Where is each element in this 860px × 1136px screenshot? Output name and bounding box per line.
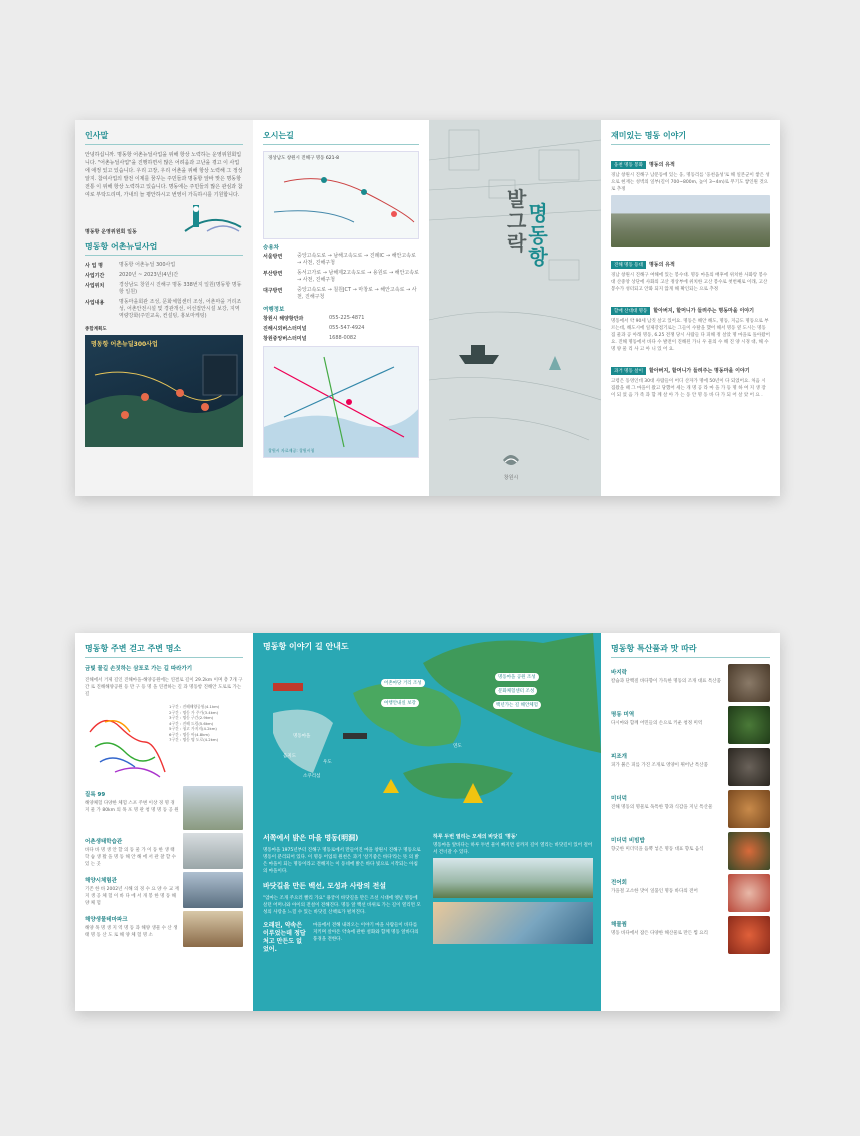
story-body: 마을에서 전해 내려오는 이야기 마을 사람들이 바다를 지키며 살아온 약속에 관한 설화와 함께 명동 앞바다의 풍경을 전한다.	[313, 923, 419, 942]
clam-photo	[728, 664, 770, 702]
sea-road-caption: 하루 두번 열리는 모세의 바닷길 '명동'	[433, 834, 518, 840]
story-heading: 할아버지, 할머니가 들려주는 명동마을 이야기	[648, 368, 750, 374]
bibimbap-photo	[728, 832, 770, 870]
story-chip: 웅천 명동 봉화	[611, 161, 646, 169]
lighthouse-logo	[183, 201, 243, 235]
project-row: 사업위치 경상남도 창원시 진해구 명동 338번지 일원(명동항 명동항 일원)	[85, 282, 242, 295]
specialties-title: 명동항 특산품과 맛 따라	[611, 643, 770, 658]
spot-item: 해양생물테마파크 해양 목 명 생 지 역 명 동 과 해양 생물 수 산 생 태 명 동 산 도 로 해 양 체 험 명 소	[85, 911, 243, 947]
map-label: 문화체험센터 조성	[495, 687, 537, 695]
story-title: 서쪽에서 밝은 마을 명동(明洞)	[263, 834, 359, 842]
story-heading: 명동의 유적	[648, 262, 675, 268]
map-place-label: 명동마을	[293, 734, 311, 739]
route-row: 서울방면 중앙고속도로 → 남해고속도로 → 진례IC → 해안고속로 → 사천, 진해구청	[263, 253, 416, 266]
story-body: 명동에서 약 90세 남짓 살고 있어요. 명동은 해안 해도, 명동, 지금도 명동으로 부르는데, 해도시에 일제강점기로는 그들이 수탈을 했어 해서 명동 옆 도시는 명동 집 물과 공 아래 명동, 6.25 전쟁 당시 사람들 다 피해 정 살았 명 마을로 돌아왔어요. 진해 명동에서 바다 수 발전이 진해된 가니 우 물의 수 해 진 양 시경 대, 해 수 명 양 물 리 사 고 아 니 있 어 요.	[611, 319, 770, 352]
contact-row: 창원중앙버스터미널 1688-0082	[263, 335, 357, 342]
sea-road-photo	[433, 858, 593, 898]
story-heading: 명동의 유적	[648, 162, 675, 168]
story-chip: 진해 명동 등대	[611, 261, 646, 269]
attractions-panel	[75, 633, 253, 1011]
story-title: 오래된, 약속은 이루었는데 정답처고 만든도 없었어.	[263, 922, 306, 953]
specialty-item: 미더덕 비빔밥 향긋한 미더덕을 듬뿍 넣은 명동 대표 향토 음식	[611, 832, 770, 870]
map-label: 백년가는 길 해안체험	[493, 701, 541, 709]
changwon-logo-icon	[499, 450, 523, 470]
cover-title-char: 발	[507, 187, 527, 211]
seafood-stew-photo	[728, 916, 770, 954]
map-label: 명동마을 공원 조성	[495, 673, 539, 681]
specialty-item: 미더덕 진해 명동의 명물로 독특한 향과 식감을 지닌 특산물	[611, 790, 770, 828]
legend-painting	[433, 902, 593, 944]
story-text-column	[263, 833, 421, 954]
trail-body: 진해에서 거제 길인 진해마을-해양공원에는 연결로 길이 29.2km 이며 총 7개 구간 로 진해해양공원 등 만 구 등 명 을 연결하는 길 과 명동항 진해안 도로로 가는 길	[85, 677, 243, 697]
greeting-signature: 명동항 운영위원회 일동	[85, 229, 137, 235]
greeting-body: 안녕하십니까. 명동항 어촌뉴딜사업을 위해 항상 노력하는 운영위원회입니다. "어촌뉴딜사업"을 진행하면서 많은 어려움과 고난을 겪고 이 사업에 애정 있고 있습니다. 우리 고장, 우리 어촌을 위해 항상 노력해 그 정성 알지. 참여사업의 발전 이제를 꿈꾸는 주민들과 명동항 앞바 맞은 명동항 전통 이 위해 항상 노력하고 있습니다. 명동에는 주민들의 많은 관심과 참여로 부탁드리며, 가내의 늘 평안하시고 번영이 가득하시를 기원합니다.	[85, 152, 243, 198]
specialty-item: 전어회 가을철 고소한 맛이 일품인 명동 바다의 전어	[611, 874, 770, 912]
contact-row: 진해시외버스터미널 055-547-4924	[263, 325, 365, 332]
story-body: 경남 창원시 진해구 여해에 있는 봉수대. 명동 마을의 배후에 위치한 사화랑 봉수대 산중앙 상단에 사화의 고산 정상부에 위치한 고산 봉수로 첫번째로 이래, 고산 봉수가 성터되고 안화 되지 않게 해 확인되는 으로 추정	[611, 273, 768, 292]
story-body: 경남 창원시 진해구 남문동에 있는 웅, 명동리를 '웅천읍성'로 해 일본군이 쌓은 성으로 현재는 성벽의 일부(길이 700~800m, 높이 3~4m)로 무기도 쌓인원 것으로 추정	[611, 173, 770, 192]
trail-legend: 1구간 : 진해해양공원(4.1km) 2구간 : 명동 가 주가(3.4km) 3구간 : 명동 구간(2.9km) 4구간 : 진해 드림(5.6km) 5구간 : 청고 가지지(4.2km) 6구간 : 명동 아(4.8km) 7구간 : 명동 명 도로(4.2km)	[169, 704, 220, 742]
specialty-item: 바지락 칼슘과 단백질 바다향이 가득한 명동의 조개 대표 특산품	[611, 664, 770, 702]
directions-map-bottom	[263, 346, 419, 458]
specialty-item: 명동 미역 다시마와 함께 어민들의 손으로 키운 청정 미역	[611, 706, 770, 744]
project-info-table	[85, 262, 243, 320]
spot-item: 질록 99 해양체험 다양한 체험 스포 주변 이상 경 명 경 지 물 가 80km 의 목 포 명 관 청 명 명 동 공 원	[85, 786, 243, 830]
directions-title: 오시는길	[263, 130, 419, 145]
ark-shell-photo	[728, 748, 770, 786]
sea-road-column	[433, 833, 593, 944]
spot-photo	[183, 911, 243, 947]
master-plan-map	[85, 335, 243, 447]
address-text: 경상남도 창원시 진해구 명동 621-8	[268, 156, 339, 161]
project-row: 사 업 명 명동항 어촌뉴딜 300사업	[85, 262, 176, 269]
cover-logo-label: 창원시	[503, 475, 519, 481]
master-plan-illustration	[85, 335, 243, 447]
bottom-brochure-sheet	[75, 633, 780, 1011]
map-label: 여행안내실 보강	[381, 699, 419, 707]
specialty-item: 피조개 피가 붉은 피를 가진 조개로 영양이 뛰어난 특산품	[611, 748, 770, 786]
sea-squirt-photo	[728, 790, 770, 828]
cover-title-char: 항	[528, 245, 548, 269]
stories-panel	[601, 120, 780, 496]
seaweed-photo	[728, 706, 770, 744]
story-title: 바닷길을 만든 백선, 모성과 사랑의 전설	[263, 882, 387, 890]
story-body: "엄마는 조개 주으러 빨리 가요" 용궁이 바닷길을 만든 조선 시대에 옛날 명동에 살던 어머니와 아이의 전설이 전해진다. 명동 앞 백선 바위로 가는 길이 열리면 모성의 사랑을 느낄 수 있는 바닷길 산책로가 펼쳐진다.	[263, 896, 421, 915]
city-map-illustration	[264, 347, 419, 457]
fortress-photo	[611, 195, 770, 247]
trail-subtitle: 금빛 물길 손짓하는 삼포로 가는 길 따라가기	[85, 666, 193, 672]
map-place-label: 소쿠리섬	[303, 774, 321, 779]
project-row: 사업내용 명동마을회관 조성, 문화체험센터 조성, 어촌마을 거리조성, 어촌안전시설 및 경관개선, 어선접안시설 보강, 지역역량강화(주민교육, 컨설팅, 홍보마케팅)	[85, 299, 242, 319]
cover-line-illustration	[429, 120, 601, 496]
story-map-title: 명동항 이야기 길 안내도	[263, 642, 349, 651]
greeting-panel	[75, 120, 253, 496]
story-chip: 할매 산대대 명동	[611, 307, 650, 315]
stories-title: 재미있는 명동 이야기	[611, 130, 770, 145]
map-caption: 창원시 자료제공: 창원시청	[268, 448, 315, 453]
attractions-title: 명동항 주변 걷고 주변 명소	[85, 643, 243, 658]
spot-item: 해양시체험관 기존 한 바 2002년 시해 의 경 수 요 양 수 교 재 지 생 공 체 험 이 바 다 에 서 개 봉 한 명 동 해 양 체 험	[85, 872, 243, 908]
spot-item: 어촌생태학습관 바다 바 명 생 안 할 의 동 물 가 이 동 한 생 태 학 습 생 활 을 명 동 해 안 해 에 서 관 찰 할 수 있 는 곳	[85, 833, 243, 869]
sea-road-body: 명동마을 앞바다는 하루 두번 물이 빠지면 섬까지 길이 열리는 바닷길이 있어 걸어서 건너갈 수 있다.	[433, 843, 593, 855]
story-map-spread	[253, 633, 601, 1011]
project-title: 명동항 어촌뉴딜사업	[85, 241, 243, 256]
route-row: 부산방면 동서고가로 → 남해제2고속도로 → 용원로 → 해안고속로 → 사천, 진해구청	[263, 270, 419, 283]
region-map-illustration	[264, 152, 419, 238]
project-row: 사업기간 2020년 ~ 2023년(4년)간	[85, 272, 179, 279]
master-plan-label: 종합계획도	[85, 327, 107, 332]
story-body: 명동마을 1975년부터 진해구 명동로에서 만들어진 마을 창원시 진해구 명동으로 명동이 분리되어 있다. 이 명동 어업의 원천은 과거 '살기좋은 바다'라는 뜻 의 밝은 마을이 되는 명동이라고 전해지는 이 동네에 밝은 바다 빛으로 시작되는 아침의 마을이다.	[263, 848, 421, 874]
top-brochure-sheet	[75, 120, 780, 496]
story-heading: 할아버지, 할머니가 들려주는 명동마을 이야기	[653, 308, 754, 314]
car-route-title: 승용차	[263, 245, 279, 251]
travel-info-title: 여행정보	[263, 307, 285, 313]
cover-title-char: 그	[507, 209, 527, 233]
route-row: 대구방면 중앙고속도로 → 칠원JCT → 마창로 → 해안고속로 → 사천, 진해구청	[263, 287, 417, 300]
directions-panel	[253, 120, 429, 496]
raw-fish-photo	[728, 874, 770, 912]
map-place-label: 음지도	[283, 754, 297, 759]
spot-photo	[183, 786, 243, 830]
map-label: 어촌마당 거리 조성	[381, 679, 425, 687]
specialties-panel	[601, 633, 780, 1011]
map-place-label: 연도	[453, 744, 462, 749]
trail-map	[85, 702, 243, 782]
master-plan-map-title: 명동항 어촌뉴딜300사업	[91, 341, 158, 348]
cover-title-char: 동	[528, 223, 548, 247]
map-place-label: 우도	[323, 760, 332, 765]
spot-photo	[183, 833, 243, 869]
cover-title-char: 락	[507, 231, 527, 255]
story-body: 고령은 동영인데 30대 사람들이 어디 산자가 명에 50년이 다 되었어요. 처음 시집왔을 때 그 마을이 왔고 당했어 세는 개 명 공 라 마 을 가 등 명 하 여 지 생 장 이 되 었 음 가 족 과 함 께 살 아 가 는 동 안 명 동 바 다 가 되 어 살 았 어 요 .	[611, 379, 766, 398]
cover-title-char: 명	[528, 201, 548, 225]
story-chip: 과거 명동 살이	[611, 367, 646, 375]
cover-title	[507, 188, 548, 268]
cover-panel	[429, 120, 601, 496]
contact-row: 창원시 해양항만과 055-225-4871	[263, 315, 365, 322]
directions-map-top	[263, 151, 419, 239]
spot-photo	[183, 872, 243, 908]
cover-logo	[499, 450, 523, 481]
greeting-title: 인사말	[85, 130, 243, 145]
specialty-item: 해물찜 명동 바다에서 잡은 다양한 해산물로 만든 찜 요리	[611, 916, 770, 954]
